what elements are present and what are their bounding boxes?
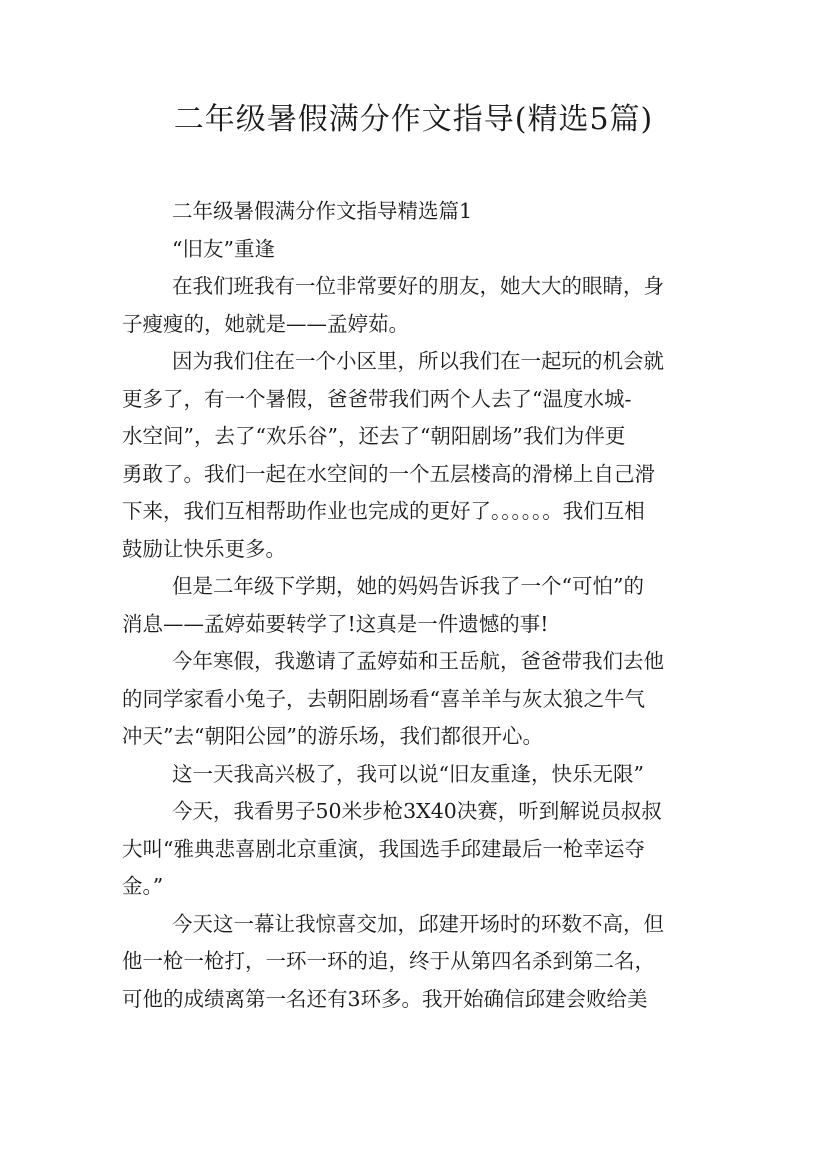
paragraph-line: 今年寒假，我邀请了孟婷茹和王岳航，爸爸带我们去他 [172,649,664,673]
paragraph-line: 冲天”去“朝阳公园”的游乐场，我们都很开心。 [122,724,543,748]
paragraph-line: 下来，我们互相帮助作业也完成的更好了。。。。。。我们互相 [122,499,645,523]
paragraph-line: 因为我们住在一个小区里，所以我们在一起玩的机会就 [172,349,664,373]
paragraph-line: 水空间”，去了“欢乐谷”，还去了“朝阳剧场”我们为伴更 [122,424,626,448]
paragraph-line: 大叫“雅典悲喜剧北京重演，我国选手邱建最后一枪幸运夺 [122,836,645,861]
paragraph-line: 子瘦瘦的，她就是——孟婷茹。 [122,311,409,336]
document-body [122,193,712,1018]
paragraph-line: 勇敢了。我们一起在水空间的一个五层楼高的滑梯上自己滑 [122,461,655,486]
paragraph-line: 金。” [122,874,164,898]
paragraph-line: 鼓励让快乐更多。 [122,536,286,561]
paragraph-line: 在我们班我有一位非常要好的朋友，她大大的眼睛，身 [172,274,664,298]
paragraph-line: 可他的成绩离第一名还有3环多。我开始确信邱建会败给美 [122,986,648,1011]
paragraph-line: 今天，我看男子50米步枪3X40决赛，听到解说员叔叔 [172,799,662,823]
paragraph-line: 消息——孟婷茹要转学了!这真是一件遗憾的事! [122,611,549,636]
essay-title: “旧友”重逢 [172,236,275,261]
document-title: 二年级暑假满分作文指导(精选5篇) [173,102,654,137]
paragraph-line: 今天这一幕让我惊喜交加，邱建开场时的环数不高，但 [172,911,664,936]
paragraph-line: 但是二年级下学期，她的妈妈告诉我了一个“可怕”的 [172,574,644,598]
paragraph-line: 更多了，有一个暑假，爸爸带我们两个人去了“温度水城- [122,386,632,411]
section-heading: 二年级暑假满分作文指导精选篇1 [172,199,473,223]
paragraph-line: 的同学家看小兔子，去朝阳剧场看“喜羊羊与灰太狼之牛气 [122,686,645,711]
paragraph-line: 他一枪一枪打，一环一环的追，终于从第四名杀到第二名， [122,949,655,973]
paragraph-line: 这一天我高兴极了，我可以说“旧友重逢，快乐无限” [172,761,644,786]
